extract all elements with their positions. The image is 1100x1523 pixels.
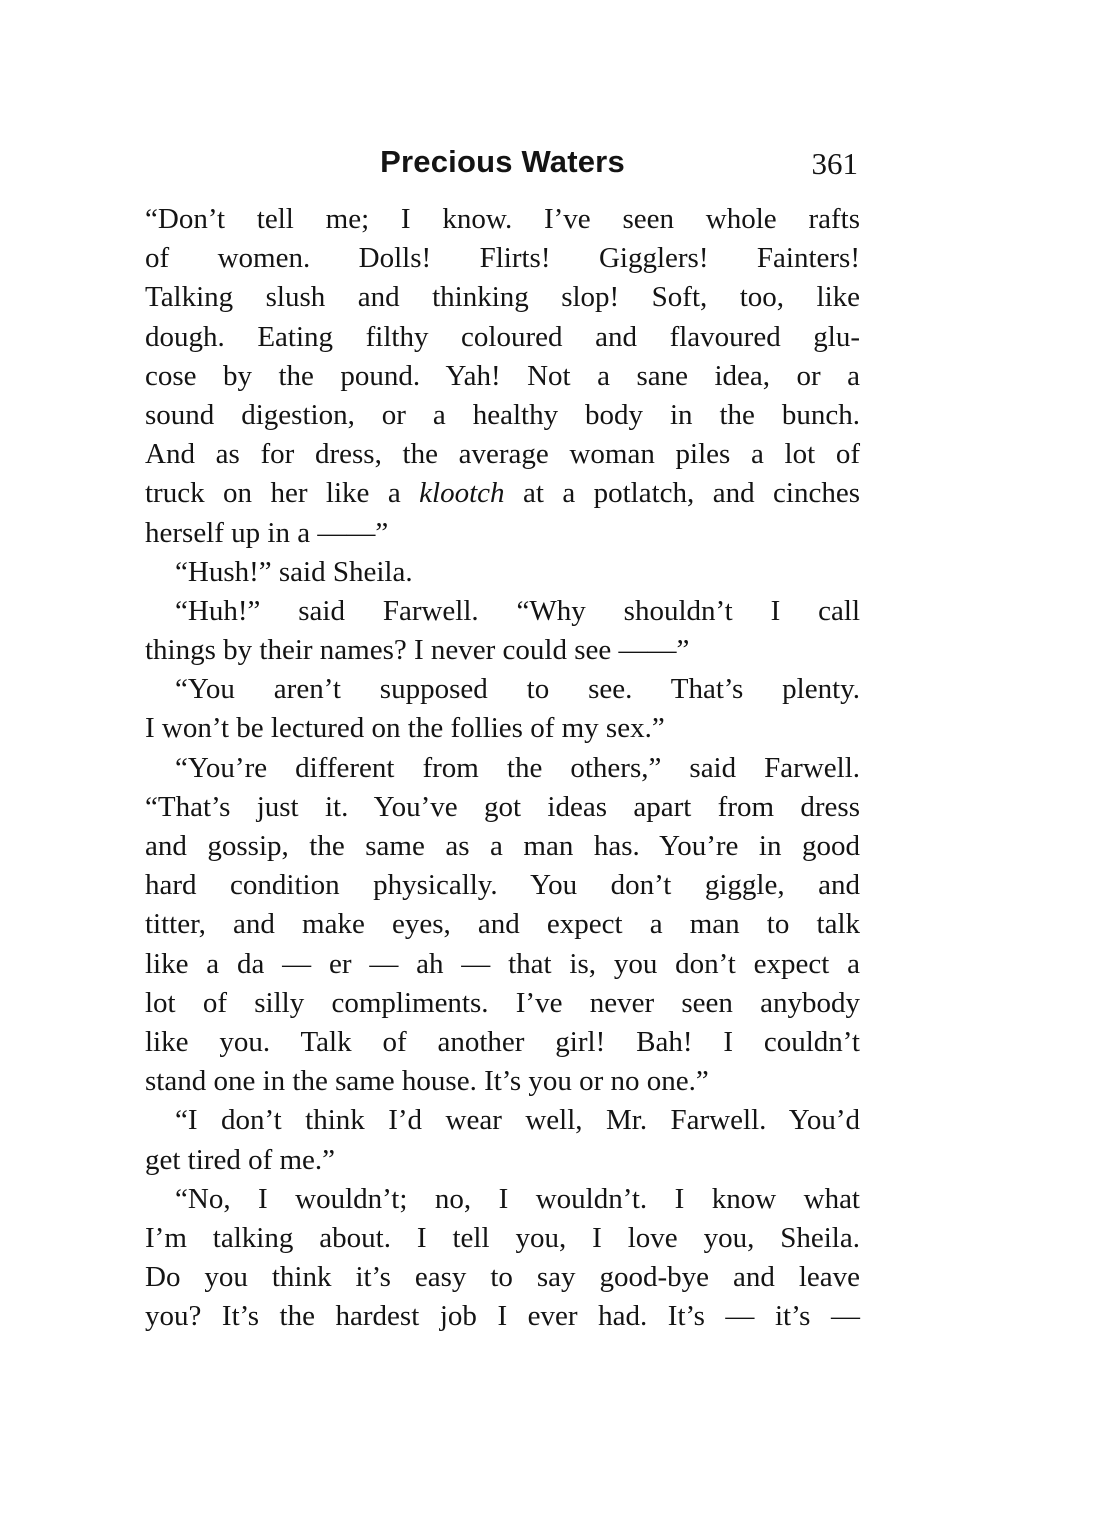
text-line: “No, I wouldn’t; no, I wouldn’t. I know what [175,1182,860,1215]
text-line: you? It’s the hardest job I ever had. It’s — it’s — [145,1300,860,1333]
text-line: titter, and make eyes, and expect a man to talk [145,908,860,941]
text-line: and gossip, the same as a man has. You’re in good [145,830,860,862]
text-line: I’m talking about. I tell you, I love you, Sheila. [145,1221,860,1254]
italic-word: klootch [419,477,505,510]
text-line: like you. Talk of another girl! Bah! I couldn’t [145,1025,860,1058]
text-line: “I don’t think I’d wear well, Mr. Farwell. You’d [175,1104,860,1137]
page-number: 361 [811,146,858,181]
text-line: hard condition physically. You don’t giggle, and [145,869,860,902]
body-text [145,200,860,1336]
text-line: And as for dress, the average woman piles a lot of [145,438,860,471]
text-line: things by their names? I never could see ——” [145,634,690,667]
text-line: sound digestion, or a healthy body in the bunch. [145,398,860,431]
text-line: of women. Dolls! Flirts! Gigglers! Fainters! [145,242,860,275]
text-line: like a da — er — ah — that is, you don’t expect a [145,947,860,980]
running-title: Precious Waters [380,144,625,179]
text-line: “You’re different from the others,” said Farwell. [175,751,860,784]
text-line: Do you think it’s easy to say good-bye and leave [145,1261,860,1294]
text-line: “You aren’t supposed to see. That’s plenty. [175,673,860,706]
text-line: cose by the pound. Yah! Not a sane idea, or a [145,359,860,392]
text-line: Talking slush and thinking slop! Soft, too, like [145,281,860,314]
text-line: herself up in a ——” [145,516,389,549]
text-line: “Hush!” said Sheila. [175,555,413,588]
text-line: lot of silly compliments. I’ve never seen anybody [145,986,860,1019]
text-line: truck on her like a klootch at a potlatch, and cinches [145,477,860,510]
text-line: “That’s just it. You’ve got ideas apart from dress [145,790,860,823]
text-line: stand one in the same house. It’s you or no one.” [145,1065,709,1098]
text-line: I won’t be lectured on the follies of my sex.” [145,712,665,745]
running-head [145,140,860,188]
text-line: “Huh!” said Farwell. “Why shouldn’t I call [175,594,860,627]
text-line: get tired of me.” [145,1143,336,1176]
text-line: “Don’t tell me; I know. I’ve seen whole rafts [145,203,860,235]
text-line: dough. Eating filthy coloured and flavoured glu- [145,320,860,353]
